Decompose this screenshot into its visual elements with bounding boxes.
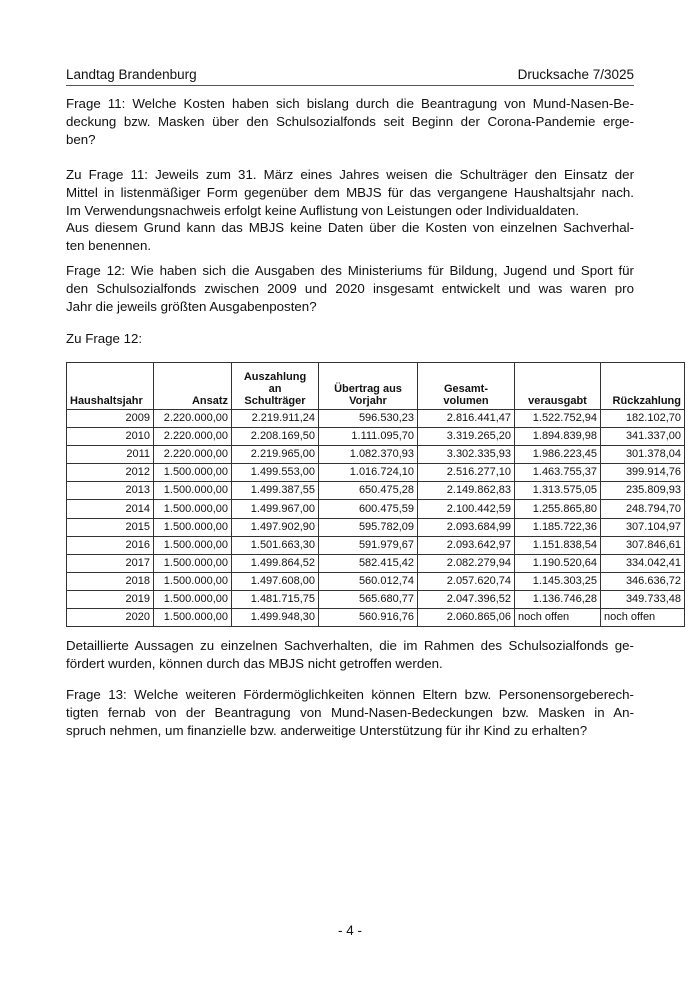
table-row bbox=[67, 482, 685, 500]
cell-year: 2017 bbox=[67, 554, 154, 572]
cell-uebertrag: 600.475,59 bbox=[319, 500, 418, 518]
cell-uebertrag: 560.012,74 bbox=[319, 572, 418, 590]
question-12-line: Frage 12: Wie haben sich die Ausgaben des Ministeriums für Bildung, Jugend und Sport für bbox=[66, 263, 634, 278]
cell-auszahlung: 1.499.864,52 bbox=[232, 554, 319, 572]
question-13-line: spruch nehmen, um finanzielle bzw. anderweitige Unterstützung für ihr Kind zu erhalten? bbox=[66, 722, 588, 738]
cell-ansatz: 1.500.000,00 bbox=[154, 609, 232, 627]
question-11-line: Frage 11: Welche Kosten haben sich bislang durch die Beantragung von Mund-Nasen-Be- bbox=[66, 96, 634, 111]
header-document-number: Drucksache 7/3025 bbox=[517, 67, 634, 82]
question-12 bbox=[66, 262, 634, 315]
col-header-text: Übertrag aus bbox=[334, 383, 402, 395]
cell-ansatz: 1.500.000,00 bbox=[154, 518, 232, 536]
cell-gesamtvolumen: 2.816.441,47 bbox=[418, 410, 515, 428]
cell-uebertrag: 1.016.724,10 bbox=[319, 464, 418, 482]
cell-uebertrag: 582.415,42 bbox=[319, 554, 418, 572]
table-row bbox=[67, 500, 685, 518]
cell-uebertrag: 650.475,28 bbox=[319, 482, 418, 500]
cell-verausgabt: noch offen bbox=[515, 609, 601, 627]
cell-verausgabt: 1.313.575,05 bbox=[515, 482, 601, 500]
col-header-text: verausgabt bbox=[528, 395, 587, 407]
question-12-line: Jahr die jeweils größten Ausgabenposten? bbox=[66, 298, 317, 314]
cell-verausgabt: 1.145.303,25 bbox=[515, 572, 601, 590]
cell-verausgabt: 1.986.223,45 bbox=[515, 446, 601, 464]
page-number: - 4 - bbox=[337, 923, 362, 938]
table-row bbox=[67, 428, 685, 446]
answer-11-line: Im Verwendungsnachweis erfolgt keine Auflistung von Leistungen oder Individualdaten. bbox=[66, 202, 580, 218]
cell-auszahlung: 2.219.965,00 bbox=[232, 446, 319, 464]
table-row bbox=[67, 609, 685, 627]
cell-verausgabt: 1.894.839,98 bbox=[515, 428, 601, 446]
col-header-uebertrag bbox=[319, 363, 418, 410]
cell-auszahlung: 1.499.387,55 bbox=[232, 482, 319, 500]
cell-rueckzahlung: 248.794,70 bbox=[601, 500, 685, 518]
cell-gesamtvolumen: 2.047.396,52 bbox=[418, 590, 515, 608]
cell-gesamtvolumen: 2.100.442,59 bbox=[418, 500, 515, 518]
cell-rueckzahlung: 341.337,00 bbox=[601, 428, 685, 446]
header-institution: Landtag Brandenburg bbox=[66, 67, 197, 82]
answer-11-line: Zu Frage 11: Jeweils zum 31. März eines Jahres weisen die Schulträger den Einsatz der bbox=[66, 167, 634, 182]
col-header-text: Vorjahr bbox=[349, 395, 387, 407]
col-header-text: Gesamt- bbox=[443, 383, 489, 395]
question-11-line: ben? bbox=[66, 131, 96, 147]
question-13 bbox=[66, 686, 634, 739]
cell-uebertrag: 596.530,23 bbox=[319, 410, 418, 428]
question-12-line: den Schulsozialfonds zwischen 2009 und 2020 insgesamt entwickelt und was waren pro bbox=[66, 280, 634, 296]
cell-verausgabt: 1.255.865,80 bbox=[515, 500, 601, 518]
cell-uebertrag: 1.111.095,70 bbox=[319, 428, 418, 446]
cell-auszahlung: 1.499.553,00 bbox=[232, 464, 319, 482]
cell-rueckzahlung: 349.733,48 bbox=[601, 590, 685, 608]
cell-verausgabt: 1.190.520,64 bbox=[515, 554, 601, 572]
cell-auszahlung: 1.499.967,00 bbox=[232, 500, 319, 518]
answer-12-note bbox=[66, 637, 634, 673]
cell-rueckzahlung: 182.102,70 bbox=[601, 410, 685, 428]
col-header-text: Auszahlung bbox=[243, 371, 307, 383]
answer-12-note-line: Detaillierte Aussagen zu einzelnen Sachverhalten, die im Rahmen des Schulsozialfonds ge- bbox=[66, 638, 634, 653]
cell-auszahlung: 1.497.608,00 bbox=[232, 572, 319, 590]
cell-year: 2016 bbox=[67, 536, 154, 554]
cell-gesamtvolumen: 2.093.642,97 bbox=[418, 536, 515, 554]
cell-ansatz: 1.500.000,00 bbox=[154, 572, 232, 590]
cell-year: 2010 bbox=[67, 428, 154, 446]
cell-verausgabt: 1.463.755,37 bbox=[515, 464, 601, 482]
table-row bbox=[67, 536, 685, 554]
col-header-haushaltsjahr bbox=[67, 363, 154, 410]
cell-year: 2013 bbox=[67, 482, 154, 500]
answer-12-label bbox=[66, 330, 634, 348]
cell-uebertrag: 560.916,76 bbox=[319, 609, 418, 627]
col-header-verausgabt bbox=[515, 363, 601, 410]
cell-rueckzahlung: 307.104,97 bbox=[601, 518, 685, 536]
cell-verausgabt: 1.185.722,36 bbox=[515, 518, 601, 536]
question-11-line: deckung bzw. Masken über den Schulsozialfonds seit Beginn der Corona-Pandemie erge- bbox=[66, 113, 634, 129]
cell-rueckzahlung: noch offen bbox=[601, 609, 685, 627]
cell-ansatz: 2.220.000,00 bbox=[154, 446, 232, 464]
cell-year: 2019 bbox=[67, 590, 154, 608]
col-header-text: an bbox=[268, 383, 282, 395]
question-13-line: Frage 13: Welche weiteren Fördermöglichkeiten können Eltern bzw. Personensorgeberech- bbox=[66, 687, 634, 702]
answer-12-note-line: fördert wurden, können durch das MBJS nicht getroffen werden. bbox=[66, 655, 443, 671]
col-header-text: Schulträger bbox=[244, 395, 306, 407]
table-row bbox=[67, 410, 685, 428]
cell-uebertrag: 591.979,67 bbox=[319, 536, 418, 554]
cell-auszahlung: 2.219.911,24 bbox=[232, 410, 319, 428]
cell-year: 2015 bbox=[67, 518, 154, 536]
answer-11-line: Mittel in listenmäßiger Form gegenüber dem MBJS für das vergangene Haushaltsjahr nach. bbox=[66, 184, 634, 200]
table-row bbox=[67, 572, 685, 590]
cell-ansatz: 1.500.000,00 bbox=[154, 464, 232, 482]
table-header-row bbox=[67, 363, 685, 410]
cell-verausgabt: 1.151.838,54 bbox=[515, 536, 601, 554]
cell-gesamtvolumen: 2.060.865,06 bbox=[418, 609, 515, 627]
cell-auszahlung: 1.499.948,30 bbox=[232, 609, 319, 627]
cell-rueckzahlung: 301.378,04 bbox=[601, 446, 685, 464]
table-body bbox=[67, 410, 685, 627]
cell-rueckzahlung: 235.809,93 bbox=[601, 482, 685, 500]
col-header-text: Haushaltsjahr bbox=[70, 395, 143, 407]
col-header-text: volumen bbox=[443, 395, 489, 407]
cell-gesamtvolumen: 3.302.335,93 bbox=[418, 446, 515, 464]
question-11 bbox=[66, 95, 634, 148]
cell-uebertrag: 565.680,77 bbox=[319, 590, 418, 608]
col-header-text: Rückzahlung bbox=[612, 395, 681, 407]
cell-ansatz: 1.500.000,00 bbox=[154, 536, 232, 554]
cell-year: 2011 bbox=[67, 446, 154, 464]
cell-gesamtvolumen: 2.057.620,74 bbox=[418, 572, 515, 590]
cell-year: 2014 bbox=[67, 500, 154, 518]
col-header-text: Ansatz bbox=[191, 395, 228, 407]
col-header-rueckzahlung bbox=[601, 363, 685, 410]
answer-11 bbox=[66, 166, 634, 255]
cell-gesamtvolumen: 2.149.862,83 bbox=[418, 482, 515, 500]
cell-year: 2009 bbox=[67, 410, 154, 428]
question-13-line: tigten fernab von der Beantragung von Mund-Nasen-Bedeckungen bzw. Masken in An- bbox=[66, 704, 634, 720]
cell-ansatz: 2.220.000,00 bbox=[154, 428, 232, 446]
cell-gesamtvolumen: 3.319.265,20 bbox=[418, 428, 515, 446]
cell-auszahlung: 1.501.663,30 bbox=[232, 536, 319, 554]
cell-gesamtvolumen: 2.516.277,10 bbox=[418, 464, 515, 482]
table-row bbox=[67, 518, 685, 536]
table-row bbox=[67, 464, 685, 482]
funds-table bbox=[66, 362, 685, 627]
cell-ansatz: 1.500.000,00 bbox=[154, 500, 232, 518]
cell-year: 2012 bbox=[67, 464, 154, 482]
cell-ansatz: 1.500.000,00 bbox=[154, 482, 232, 500]
cell-gesamtvolumen: 2.093.684,99 bbox=[418, 518, 515, 536]
col-header-gesamtvolumen bbox=[418, 363, 515, 410]
page-header bbox=[66, 66, 634, 86]
answer-12-label-text: Zu Frage 12: bbox=[66, 331, 143, 346]
cell-year: 2020 bbox=[67, 609, 154, 627]
cell-auszahlung: 2.208.169,50 bbox=[232, 428, 319, 446]
cell-year: 2018 bbox=[67, 572, 154, 590]
cell-verausgabt: 1.522.752,94 bbox=[515, 410, 601, 428]
col-header-auszahlung bbox=[232, 363, 319, 410]
cell-ansatz: 2.220.000,00 bbox=[154, 410, 232, 428]
cell-gesamtvolumen: 2.082.279,94 bbox=[418, 554, 515, 572]
cell-ansatz: 1.500.000,00 bbox=[154, 590, 232, 608]
cell-auszahlung: 1.497.902,90 bbox=[232, 518, 319, 536]
answer-11-line: ten benennen. bbox=[66, 238, 152, 254]
table-row bbox=[67, 554, 685, 572]
cell-rueckzahlung: 334.042,41 bbox=[601, 554, 685, 572]
cell-rueckzahlung: 399.914,76 bbox=[601, 464, 685, 482]
cell-uebertrag: 1.082.370,93 bbox=[319, 446, 418, 464]
cell-ansatz: 1.500.000,00 bbox=[154, 554, 232, 572]
cell-auszahlung: 1.481.715,75 bbox=[232, 590, 319, 608]
col-header-ansatz bbox=[154, 363, 232, 410]
cell-rueckzahlung: 346.636,72 bbox=[601, 572, 685, 590]
table-row bbox=[67, 446, 685, 464]
answer-11-line: Aus diesem Grund kann das MBJS keine Daten über die Kosten von einzelnen Sachverhal- bbox=[66, 220, 634, 236]
cell-verausgabt: 1.136.746,28 bbox=[515, 590, 601, 608]
table-row bbox=[67, 590, 685, 608]
cell-rueckzahlung: 307.846,61 bbox=[601, 536, 685, 554]
cell-uebertrag: 595.782,09 bbox=[319, 518, 418, 536]
